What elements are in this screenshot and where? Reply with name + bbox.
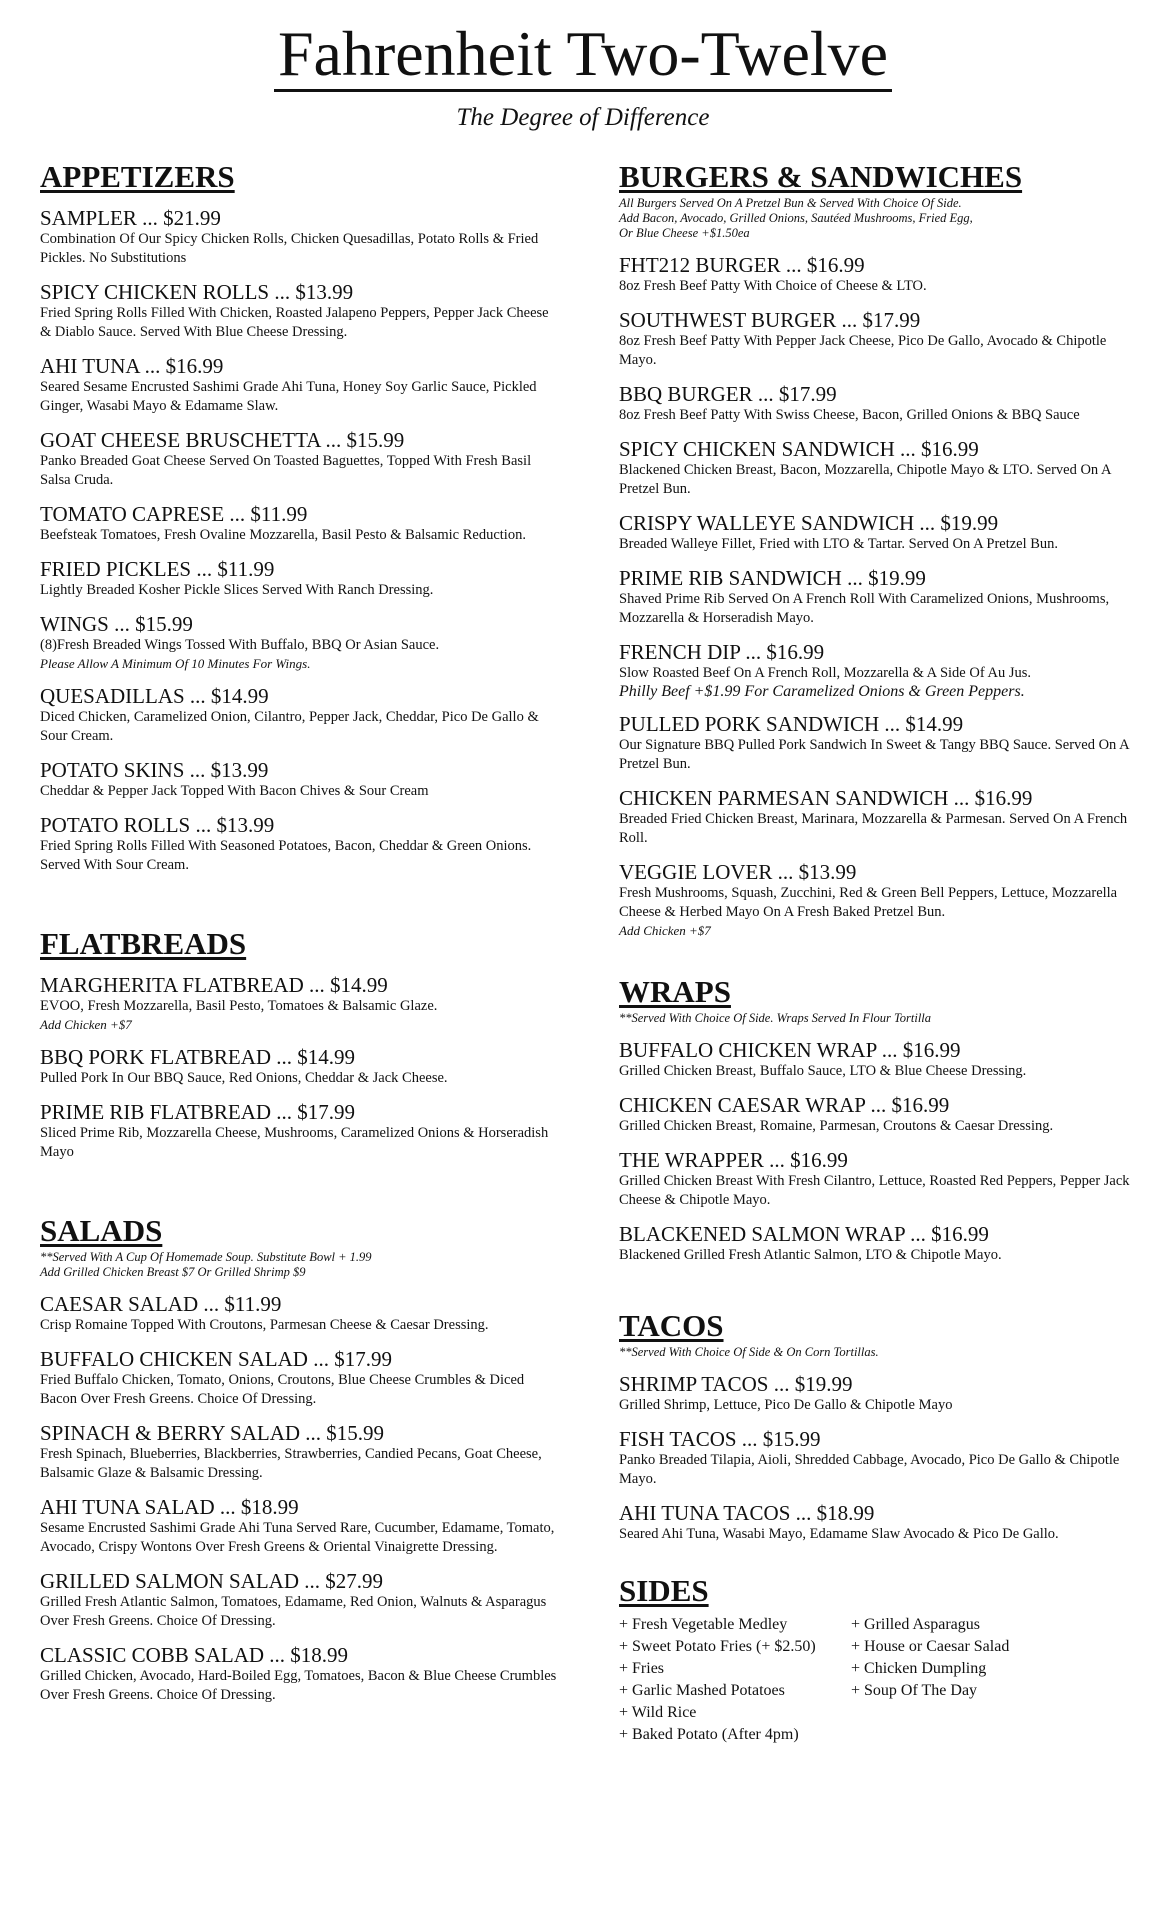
menu-item-name: BBQ PORK FLATBREAD ... $14.99 [40, 1045, 356, 1069]
menu-item-description: Seared Sesame Encrusted Sashimi Grade Ahi Tuna, Honey Soy Garlic Sauce, Pickled Ginger, Wasabi Mayo & Edamame Slaw. [40, 379, 537, 414]
menu-item-description: Cheddar & Pepper Jack Topped With Bacon Chives & Sour Cream [40, 783, 429, 799]
menu-item-name: BBQ BURGER ... $17.99 [619, 382, 837, 406]
sides-section [619, 1574, 1139, 1746]
menu-item [40, 813, 560, 875]
menu-item-description: Our Signature BBQ Pulled Pork Sandwich In Sweet & Tangy BBQ Sauce. Served On A Pretzel Bun. [619, 737, 1129, 772]
menu-item [40, 557, 560, 600]
menu-item [619, 308, 1139, 370]
side-item: + Sweet Potato Fries (+ $2.50) [619, 1638, 816, 1655]
menu-item-description: Panko Breaded Tilapia, Aioli, Shredded Cabbage, Avocado, Pico De Gallo & Chipotle Mayo. [619, 1452, 1120, 1487]
menu-item-name: SAMPLER ... $21.99 [40, 206, 221, 230]
burgers-section [619, 160, 1139, 939]
menu-item-name: FRENCH DIP ... $16.99 [619, 640, 825, 664]
menu-item [40, 428, 560, 490]
section-title: BURGERS & SANDWICHES [619, 159, 1023, 194]
menu-item [619, 437, 1139, 499]
menu-item-description: 8oz Fresh Beef Patty With Pepper Jack Cheese, Pico De Gallo, Avocado & Chipotle Mayo. [619, 333, 1107, 368]
sides-column-2 [851, 1614, 1111, 1746]
menu-item-description: Blackened Chicken Breast, Bacon, Mozzarella, Chipotle Mayo & LTO. Served On A Pretzel Bun. [619, 462, 1111, 497]
menu-item [619, 1501, 1139, 1544]
menu-item-name: POTATO ROLLS ... $13.99 [40, 813, 275, 837]
menu-item [40, 684, 560, 746]
menu-item-description: Breaded Walleye Fillet, Fried with LTO & Tartar. Served On A Pretzel Bun. [619, 536, 1059, 552]
menu-item-name: VEGGIE LOVER ... $13.99 [619, 860, 857, 884]
menu-item-description: Grilled Fresh Atlantic Salmon, Tomatoes, Edamame, Red Onion, Walnuts & Asparagus Over Fresh Greens. Choice Of Dressing. [40, 1594, 547, 1629]
menu-item [619, 1372, 1139, 1415]
menu-item [619, 511, 1139, 554]
menu-item [619, 712, 1139, 774]
menu-item-name: CLASSIC COBB SALAD ... $18.99 [40, 1643, 349, 1667]
menu-item [40, 1347, 560, 1409]
side-item: + Fresh Vegetable Medley [619, 1616, 788, 1633]
menu-item-description: Panko Breaded Goat Cheese Served On Toasted Baguettes, Topped With Fresh Basil Salsa Cruda. [40, 453, 532, 488]
tagline: The Degree of Difference [456, 104, 710, 131]
restaurant-name: Fahrenheit Two-Twelve [0, 14, 1166, 94]
menu-item [619, 382, 1139, 425]
menu-item-name: TOMATO CAPRESE ... $11.99 [40, 502, 308, 526]
menu-item-description: Seared Ahi Tuna, Wasabi Mayo, Edamame Slaw Avocado & Pico De Gallo. [619, 1526, 1059, 1542]
menu-item-name: SPICY CHICKEN ROLLS ... $13.99 [40, 280, 354, 304]
menu-item-description: Fried Spring Rolls Filled With Seasoned Potatoes, Bacon, Cheddar & Green Onions. Served With Sour Cream. [40, 838, 532, 873]
menu-item-name: FRIED PICKLES ... $11.99 [40, 557, 275, 581]
menu-item [40, 502, 560, 545]
menu-item-name: SPINACH & BERRY SALAD ... $15.99 [40, 1421, 385, 1445]
menu-item-name: FHT212 BURGER ... $16.99 [619, 253, 865, 277]
menu-item [40, 1643, 560, 1705]
tacos-section [619, 1309, 1139, 1544]
menu-item-description: Sesame Encrusted Sashimi Grade Ahi Tuna Served Rare, Cucumber, Edamame, Tomato, Avocado, Crispy Wontons Over Fresh Greens & Oriental Vinaigrette Dressing. [40, 1520, 555, 1555]
menu-item-description: Pulled Pork In Our BBQ Sauce, Red Onions, Cheddar & Jack Cheese. [40, 1070, 448, 1086]
menu-item [40, 1421, 560, 1483]
menu-item-description: Blackened Grilled Fresh Atlantic Salmon, LTO & Chipotle Mayo. [619, 1247, 1002, 1263]
menu-item-name: AHI TUNA TACOS ... $18.99 [619, 1501, 875, 1525]
menu-item-name: GRILLED SALMON SALAD ... $27.99 [40, 1569, 383, 1593]
menu-item [40, 280, 560, 342]
menu-item-name: SHRIMP TACOS ... $19.99 [619, 1372, 853, 1396]
section-note: **Served With Choice Of Side. Wraps Served In Flour Tortilla [619, 1011, 932, 1025]
right-column [619, 160, 1139, 1746]
menu-item [619, 640, 1139, 700]
menu-item [40, 973, 560, 1033]
menu-item-description: Beefsteak Tomatoes, Fresh Ovaline Mozzarella, Basil Pesto & Balsamic Reduction. [40, 527, 526, 543]
menu-item [619, 1093, 1139, 1136]
side-item: + Soup Of The Day [851, 1682, 978, 1699]
section-title: APPETIZERS [40, 159, 235, 194]
section-note: Or Blue Cheese +$1.50ea [619, 226, 750, 240]
section-title: FLATBREADS [40, 926, 247, 961]
menu-item-description: Combination Of Our Spicy Chicken Rolls, Chicken Quesadillas, Potato Rolls & Fried Pickles. No Substitutions [40, 231, 539, 266]
menu-item [619, 566, 1139, 628]
salads-section [40, 1214, 560, 1705]
menu-item-name: AHI TUNA SALAD ... $18.99 [40, 1495, 299, 1519]
menu-item-note: Please Allow A Minimum Of 10 Minutes For Wings. [40, 656, 311, 671]
menu-item-description: Fried Spring Rolls Filled With Chicken, Roasted Jalapeno Peppers, Pepper Jack Cheese & Diablo Sauce. Served With Blue Cheese Dressing. [40, 305, 549, 340]
menu-item-name: BUFFALO CHICKEN SALAD ... $17.99 [40, 1347, 392, 1371]
menu-item [40, 1045, 560, 1088]
menu-item-name: THE WRAPPER ... $16.99 [619, 1148, 848, 1172]
menu-item-description: Sliced Prime Rib, Mozzarella Cheese, Mushrooms, Caramelized Onions & Horseradish Mayo [40, 1125, 549, 1160]
section-note: All Burgers Served On A Pretzel Bun & Served With Choice Of Side. [619, 196, 962, 210]
menu-item-description: Fried Buffalo Chicken, Tomato, Onions, Croutons, Blue Cheese Crumbles & Diced Bacon Over Fresh Greens. Choice Of Dressing. [40, 1372, 525, 1407]
menu-item-name: CHICKEN CAESAR WRAP ... $16.99 [619, 1093, 950, 1117]
side-item: + House or Caesar Salad [851, 1638, 1010, 1655]
menu-item [40, 1495, 560, 1557]
menu-item-note: Add Chicken +$7 [619, 923, 711, 938]
menu-item [40, 1100, 560, 1162]
section-title: SALADS [40, 1213, 163, 1248]
menu-item-description: Grilled Chicken Breast, Buffalo Sauce, LTO & Blue Cheese Dressing. [619, 1063, 1027, 1079]
menu-item-description: Fresh Mushrooms, Squash, Zucchini, Red & Green Bell Peppers, Lettuce, Mozzarella Cheese & Herbed Mayo On A Fresh Baked Pretzel Bun. [619, 885, 1118, 920]
side-item: + Chicken Dumpling [851, 1660, 987, 1677]
menu-item-note: Philly Beef +$1.99 For Caramelized Onions & Green Peppers. [619, 683, 1025, 700]
menu-item-name: PRIME RIB FLATBREAD ... $17.99 [40, 1100, 356, 1124]
menu-item [40, 354, 560, 416]
menu-item [619, 253, 1139, 296]
menu-item [40, 206, 560, 268]
menu-item-description: Grilled Chicken Breast With Fresh Cilantro, Lettuce, Roasted Red Peppers, Pepper Jack Cheese & Chipotle Mayo. [619, 1173, 1130, 1208]
menu-item-name: BUFFALO CHICKEN WRAP ... $16.99 [619, 1038, 961, 1062]
left-column [40, 160, 560, 1705]
side-item: + Grilled Asparagus [851, 1616, 980, 1633]
menu-item [619, 1222, 1139, 1265]
menu-item-description: Fresh Spinach, Blueberries, Blackberries, Strawberries, Candied Pecans, Goat Cheese, Balsamic Glaze & Balsamic Dressing. [40, 1446, 542, 1481]
side-item: + Garlic Mashed Potatoes [619, 1682, 785, 1699]
menu-item [40, 758, 560, 801]
section-note: **Served With Choice Of Side & On Corn Tortillas. [619, 1345, 879, 1359]
menu-item-description: Diced Chicken, Caramelized Onion, Cilantro, Pepper Jack, Cheddar, Pico De Gallo & Sour Cream. [40, 709, 539, 744]
side-item: + Baked Potato (After 4pm) [619, 1726, 799, 1743]
menu-item-name: POTATO SKINS ... $13.99 [40, 758, 269, 782]
menu-item-name: CRISPY WALLEYE SANDWICH ... $19.99 [619, 511, 999, 535]
menu-item-description: Lightly Breaded Kosher Pickle Slices Served With Ranch Dressing. [40, 582, 434, 598]
section-title: WRAPS [619, 974, 731, 1009]
menu-item-name: BLACKENED SALMON WRAP ... $16.99 [619, 1222, 989, 1246]
section-title: SIDES [619, 1573, 709, 1608]
menu-item [619, 1148, 1139, 1210]
menu-item-description: Grilled Shrimp, Lettuce, Pico De Gallo & Chipotle Mayo [619, 1397, 953, 1413]
section-title: TACOS [619, 1308, 724, 1343]
wraps-section [619, 975, 1139, 1265]
menu-item-name: PRIME RIB SANDWICH ... $19.99 [619, 566, 926, 590]
menu-item [40, 612, 560, 672]
menu-item-description: Shaved Prime Rib Served On A French Roll With Caramelized Onions, Mushrooms, Mozzarella & Horseradish Mayo. [619, 591, 1110, 626]
menu-item-name: MARGHERITA FLATBREAD ... $14.99 [40, 973, 388, 997]
appetizers-section [40, 160, 560, 875]
menu-item-description: 8oz Fresh Beef Patty With Choice of Cheese & LTO. [619, 278, 927, 294]
menu-item-description: Crisp Romaine Topped With Croutons, Parmesan Cheese & Caesar Dressing. [40, 1317, 489, 1333]
section-note: Add Bacon, Avocado, Grilled Onions, Sautéed Mushrooms, Fried Egg, [619, 211, 973, 225]
menu-item-description: EVOO, Fresh Mozzarella, Basil Pesto, Tomatoes & Balsamic Glaze. [40, 998, 438, 1014]
menu-item [619, 786, 1139, 848]
menu-item [40, 1292, 560, 1335]
menu-item-name: CAESAR SALAD ... $11.99 [40, 1292, 282, 1316]
menu-item [619, 1038, 1139, 1081]
menu-item-name: QUESADILLAS ... $14.99 [40, 684, 269, 708]
menu-item-name: GOAT CHEESE BRUSCHETTA ... $15.99 [40, 428, 405, 452]
menu-item-name: CHICKEN PARMESAN SANDWICH ... $16.99 [619, 786, 1033, 810]
menu-item [619, 1427, 1139, 1489]
menu-item-description: Slow Roasted Beef On A French Roll, Mozzarella & A Side Of Au Jus. [619, 665, 1032, 681]
menu-item-name: SOUTHWEST BURGER ... $17.99 [619, 308, 921, 332]
menu-item-name: SPICY CHICKEN SANDWICH ... $16.99 [619, 437, 979, 461]
flatbreads-section [40, 927, 560, 1162]
menu-item-name: PULLED PORK SANDWICH ... $14.99 [619, 712, 964, 736]
menu-item-description: 8oz Fresh Beef Patty With Swiss Cheese, Bacon, Grilled Onions & BBQ Sauce [619, 407, 1080, 423]
side-item: + Fries [619, 1660, 665, 1677]
menu-item-description: (8)Fresh Breaded Wings Tossed With Buffalo, BBQ Or Asian Sauce. [40, 637, 440, 653]
menu-item-description: Grilled Chicken Breast, Romaine, Parmesan, Croutons & Caesar Dressing. [619, 1118, 1054, 1134]
sides-list [619, 1614, 1139, 1746]
menu-item-note: Add Chicken +$7 [40, 1017, 132, 1032]
section-note: **Served With A Cup Of Homemade Soup. Substitute Bowl + 1.99 [40, 1250, 372, 1264]
menu-item-description: Grilled Chicken, Avocado, Hard-Boiled Egg, Tomatoes, Bacon & Blue Cheese Crumbles Over Fresh Greens. Choice Of Dressing. [40, 1668, 557, 1703]
menu-item [40, 1569, 560, 1631]
menu-item [619, 860, 1139, 939]
menu-item-name: WINGS ... $15.99 [40, 612, 193, 636]
menu-item-name: AHI TUNA ... $16.99 [40, 354, 224, 378]
side-item: + Wild Rice [619, 1704, 697, 1721]
section-note: Add Grilled Chicken Breast $7 Or Grilled Shrimp $9 [40, 1265, 306, 1279]
menu-item-description: Breaded Fried Chicken Breast, Marinara, Mozzarella & Parmesan. Served On A French Roll. [619, 811, 1128, 846]
sides-column-1 [619, 1614, 851, 1746]
menu-item-name: FISH TACOS ... $15.99 [619, 1427, 821, 1451]
